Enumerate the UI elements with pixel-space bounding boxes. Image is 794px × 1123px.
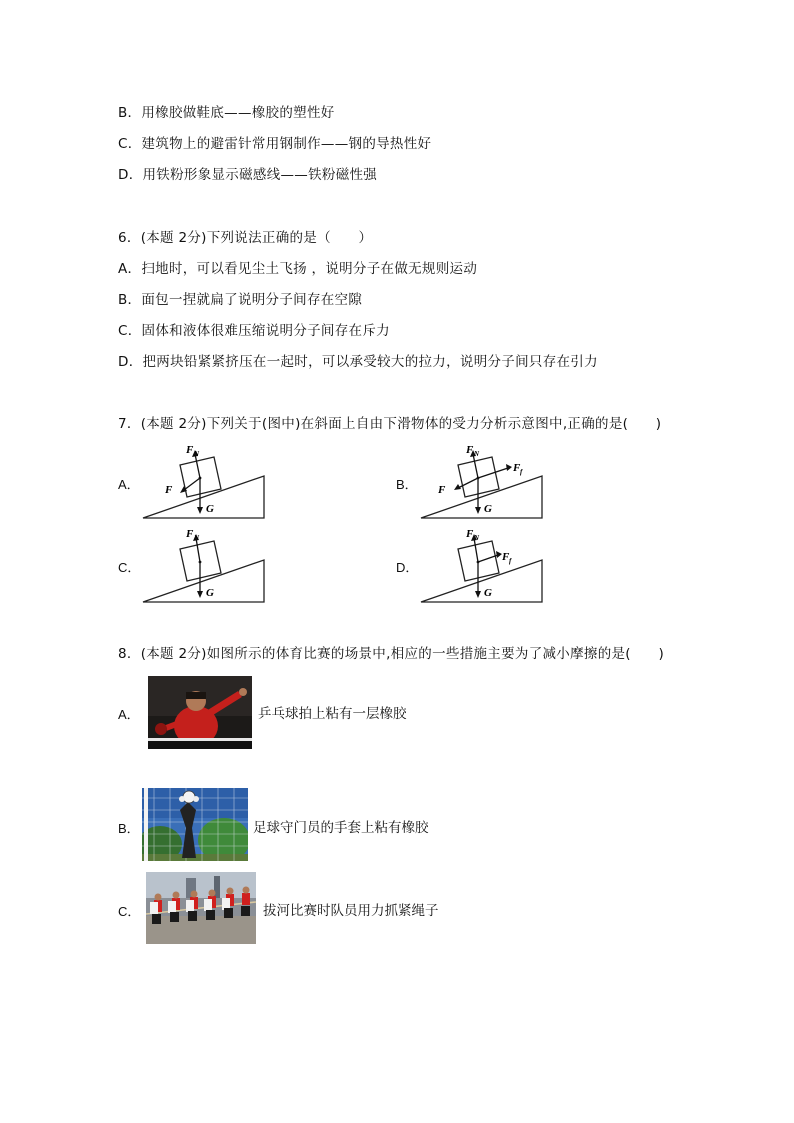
q8-label-b: B．	[118, 821, 140, 836]
gravity-label: G	[206, 587, 214, 599]
q6-stem: 6．(本题 2分)下列说法正确的是（ ）	[118, 230, 373, 246]
q5-option-d: D．用铁粉形象显示磁感线——铁粉磁性强	[118, 167, 378, 183]
force-diagram-a	[140, 438, 270, 523]
q8-caption-a: 乒乓球拍上粘有一层橡胶	[258, 706, 407, 722]
q7-label-d: D．	[396, 560, 419, 575]
q5-option-b: B．用橡胶做鞋底——橡胶的塑性好	[118, 105, 335, 121]
gravity-label: G	[484, 503, 492, 515]
friction-subscript: f	[509, 557, 512, 565]
q8-caption-c: 拔河比赛时队员用力抓紧绳子	[263, 903, 439, 919]
normal-force-subscript: N	[194, 450, 200, 458]
normal-force-subscript: N	[474, 450, 480, 458]
force-diagram-d	[418, 522, 548, 607]
friction-label: F	[502, 551, 510, 563]
normal-force-label: F	[186, 444, 194, 456]
normal-force-label: F	[186, 528, 194, 540]
normal-force-subscript: N	[194, 534, 200, 542]
gravity-label: G	[484, 587, 492, 599]
push-force-label: F	[438, 484, 446, 496]
q5-option-c: C．建筑物上的避雷针常用钢制作——钢的导热性好	[118, 136, 432, 152]
force-diagram-c	[140, 522, 270, 607]
normal-force-label: F	[466, 444, 474, 456]
normal-force-label: F	[466, 528, 474, 540]
q7-label-a: A．	[118, 477, 140, 492]
push-force-label: F	[165, 484, 173, 496]
q8-label-a: A．	[118, 707, 140, 722]
q6-option-d: D．把两块铅紧紧挤压在一起时，可以承受较大的拉力，说明分子间只存在引力	[118, 354, 598, 370]
friction-label: F	[513, 462, 521, 474]
q6-option-a: A．扫地时，可以看见尘土飞扬 ，说明分子在做无规则运动	[118, 261, 478, 277]
force-diagram-b	[418, 438, 548, 523]
tug-of-war-photo	[146, 872, 256, 944]
q8-caption-b: 足球守门员的手套上粘有橡胶	[253, 820, 429, 836]
q7-label-b: B．	[396, 477, 418, 492]
q8-stem: 8．(本题 2分)如图所示的体育比赛的场景中,相应的一些措施主要为了减小摩擦的是( )	[118, 646, 665, 662]
gravity-label: G	[206, 503, 214, 515]
q6-option-c: C．固体和液体很难压缩说明分子间存在斥力	[118, 323, 390, 339]
q6-option-b: B．面包一捏就扁了说明分子间存在空隙	[118, 292, 363, 308]
normal-force-subscript: N	[474, 534, 480, 542]
goalkeeper-photo	[142, 788, 248, 861]
friction-subscript: f	[520, 468, 523, 476]
q7-stem: 7．(本题 2分)下列关于(图中)在斜面上自由下滑物体的受力分析示意图中,正确的是( )	[118, 416, 662, 432]
q7-label-c: C．	[118, 560, 141, 575]
q8-label-c: C．	[118, 904, 141, 919]
table-tennis-photo	[148, 676, 252, 749]
